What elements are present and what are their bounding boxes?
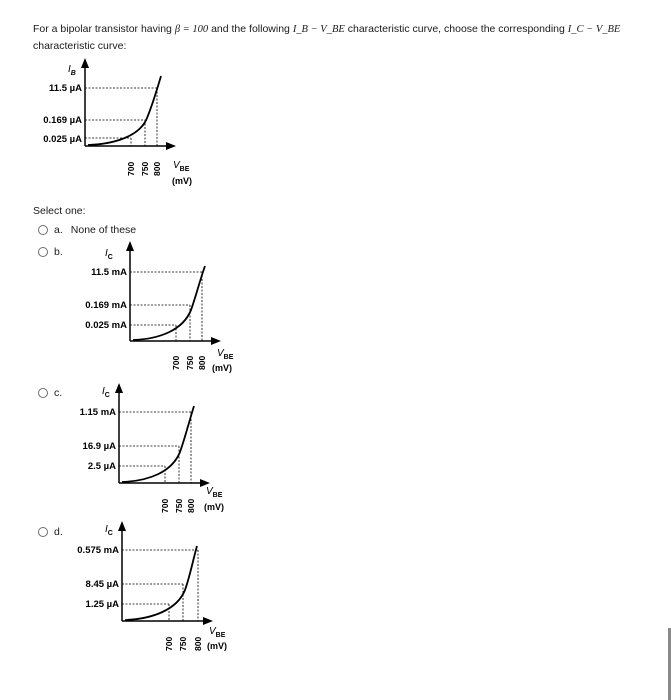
- question-text: [33, 21, 653, 55]
- y-label-top: 11.5 µA: [49, 83, 82, 94]
- x-axis-label: $V_{BE}$: [217, 348, 234, 361]
- option-a-letter: a.: [54, 224, 63, 236]
- y-label-low: 1.25 µA: [85, 599, 119, 610]
- x-tick-750: 750: [174, 498, 184, 513]
- question-part4: characteristic curve:: [33, 40, 127, 52]
- y-label-top: 0.575 mA: [77, 545, 119, 556]
- option-c-letter: c.: [54, 387, 63, 399]
- y-label-low: 0.025 mA: [85, 320, 127, 331]
- option-a[interactable]: [38, 224, 136, 236]
- radio-d[interactable]: [38, 527, 48, 537]
- y-label-low: 2.5 µA: [87, 461, 116, 472]
- option-d[interactable]: [38, 526, 71, 538]
- y-label-top: 11.5 mA: [91, 267, 127, 278]
- x-axis-unit: (mV): [172, 176, 192, 186]
- x-tick-800: 800: [193, 636, 203, 651]
- select-one-label: Select one:: [33, 205, 86, 217]
- x-tick-700: 700: [160, 498, 170, 513]
- question-part1: For a bipolar transistor having: [33, 23, 175, 35]
- y-axis-symbol: $I_B$: [68, 64, 76, 77]
- x-tick-750: 750: [185, 355, 195, 370]
- x-tick-700: 700: [126, 161, 136, 176]
- y-label-top: 1.15 mA: [79, 407, 116, 418]
- option-b[interactable]: [38, 246, 71, 258]
- radio-c[interactable]: [38, 388, 48, 398]
- x-axis-unit: (mV): [212, 363, 232, 373]
- x-axis-unit: (mV): [204, 502, 224, 512]
- y-axis-symbol: $I_C$: [105, 248, 113, 261]
- x-tick-800: 800: [186, 498, 196, 513]
- characteristic-curve: [125, 546, 197, 620]
- x-axis-label: $V_{BE}$: [206, 486, 223, 499]
- option-a-text: None of these: [70, 224, 137, 236]
- x-axis-label: $V_{BE}$: [209, 626, 226, 639]
- radio-a[interactable]: [38, 225, 48, 235]
- x-tick-800: 800: [197, 355, 207, 370]
- x-tick-750: 750: [140, 161, 150, 176]
- ib-vbe-expression: I_B − V_BE: [292, 24, 345, 35]
- x-axis-label: $V_{BE}$: [173, 160, 190, 173]
- option-b-graph: [75, 238, 255, 378]
- characteristic-curve: [133, 266, 205, 340]
- x-tick-750: 750: [178, 636, 188, 651]
- y-axis-symbol: $I_C$: [102, 386, 110, 399]
- x-tick-700: 700: [164, 636, 174, 651]
- x-tick-800: 800: [152, 161, 162, 176]
- option-c-graph: [64, 380, 244, 520]
- option-b-letter: b.: [54, 246, 63, 258]
- y-label-mid: 16.9 µA: [82, 441, 116, 452]
- x-tick-700: 700: [171, 355, 181, 370]
- option-d-graph: [67, 518, 247, 658]
- question-graph: [30, 58, 210, 193]
- y-label-low: 0.025 µA: [43, 134, 82, 145]
- option-d-letter: d.: [54, 526, 63, 538]
- y-axis-symbol: $I_C$: [105, 524, 113, 537]
- characteristic-curve: [122, 406, 194, 482]
- y-label-mid: 0.169 mA: [85, 300, 127, 311]
- radio-b[interactable]: [38, 247, 48, 257]
- characteristic-curve: [88, 76, 161, 145]
- question-part3: characteristic curve, choose the corresponding: [344, 23, 568, 35]
- ic-vbe-expression: I_C − V_BE: [567, 24, 621, 35]
- beta-expression: β = 100: [174, 24, 209, 35]
- question-part2: and the following: [208, 23, 293, 35]
- y-label-mid: 0.169 µA: [43, 115, 82, 126]
- x-axis-unit: (mV): [207, 641, 227, 651]
- y-label-mid: 8.45 µA: [85, 579, 119, 590]
